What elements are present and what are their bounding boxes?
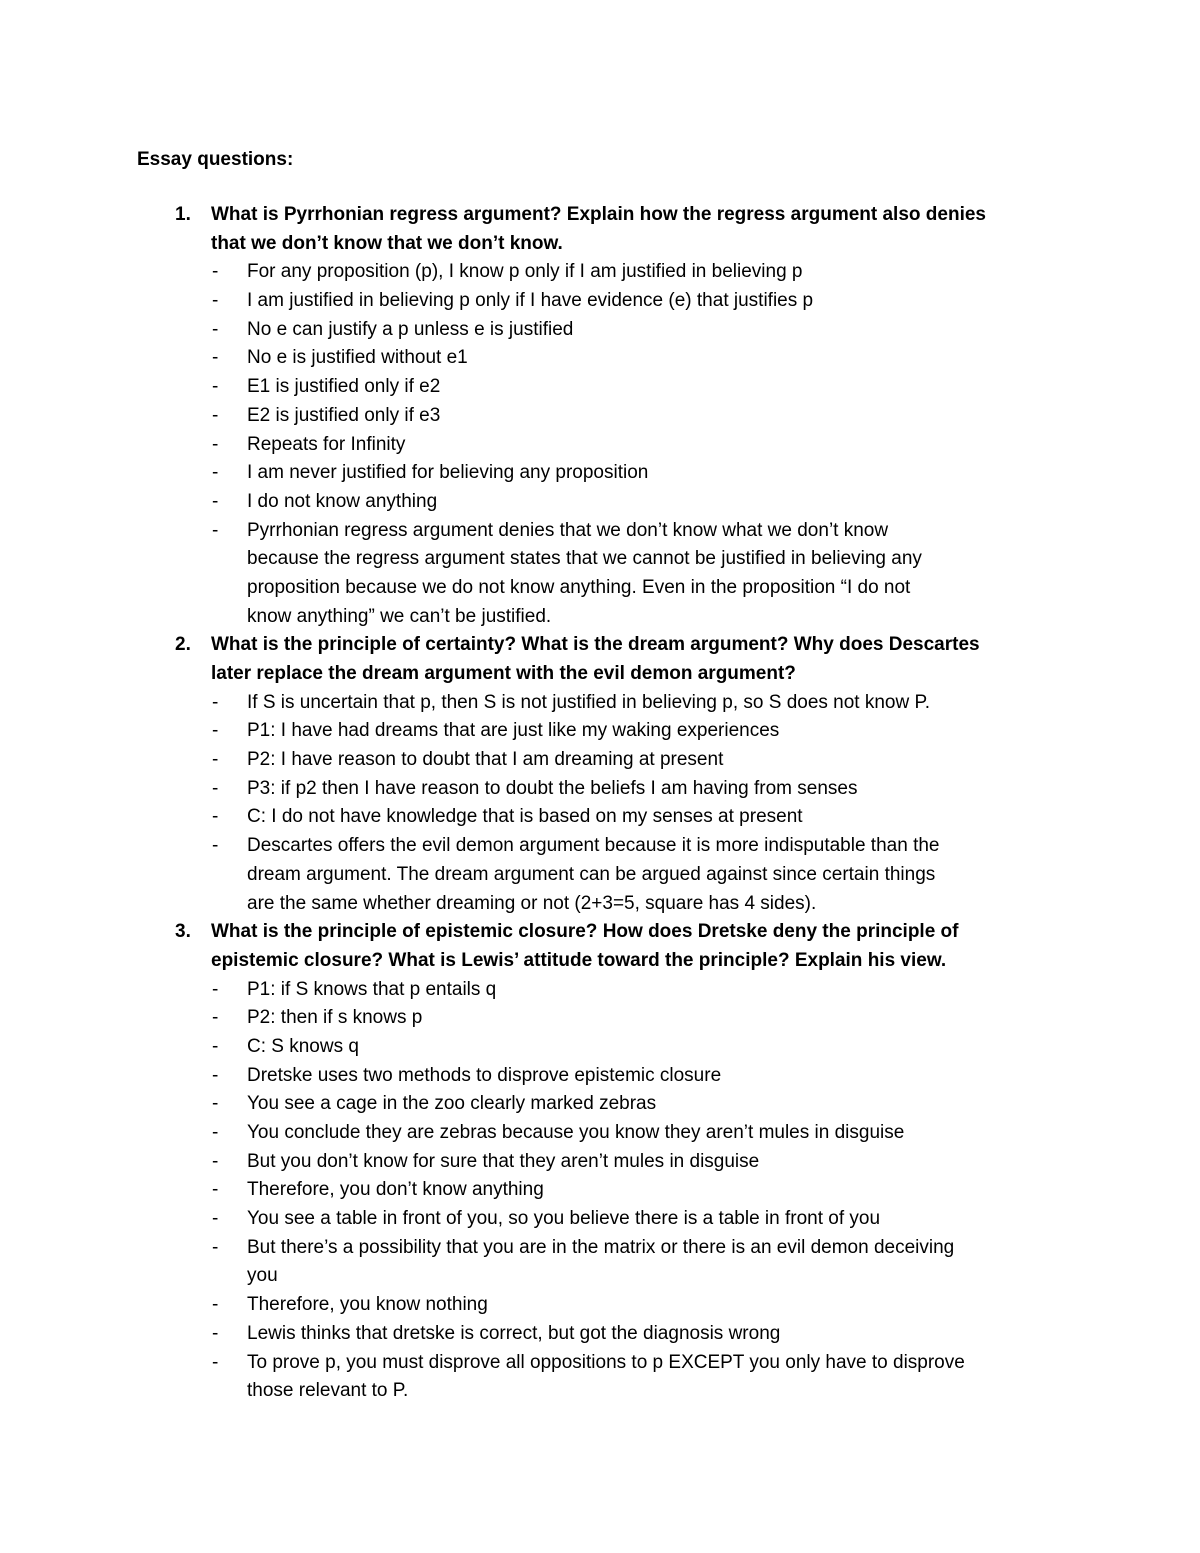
bullet-line [0,316,1200,345]
dash-bullet-icon: - [212,1179,219,1201]
dash-bullet-icon: - [212,318,219,340]
bullet-text: Dretske uses two methods to disprove epistemic closure [247,1064,722,1086]
bullet-text: those relevant to P. [247,1380,409,1402]
dash-bullet-icon: - [212,347,219,369]
answer-bullet [0,717,1200,746]
bullet-line [0,717,1200,746]
answer-bullet [0,803,1200,832]
bullet-line [0,488,1200,517]
dash-bullet-icon: - [212,261,219,283]
dash-bullet-icon: - [212,806,219,828]
bullet-line [0,803,1200,832]
bullet-line [0,1119,1200,1148]
bullet-text: You see a table in front of you, so you believe there is a table in front of you [247,1208,881,1230]
question-line [0,660,1200,689]
answer-bullet [0,1033,1200,1062]
dash-bullet-icon: - [212,462,219,484]
answer-bullet [0,746,1200,775]
bullet-text: because the regress argument states that we cannot be justified in believing any [247,548,922,570]
question-2 [0,631,1200,918]
bullet-text: You conclude they are zebras because you know they aren’t mules in disguise [247,1122,905,1143]
bullet-text: Descartes offers the evil demon argument because it is more indisputable than the [247,835,940,857]
dash-bullet-icon: - [212,835,219,857]
bullet-text: But you don’t know for sure that they aren’t mules in disguise [247,1150,760,1172]
answer-bullet [0,402,1200,431]
dash-bullet-icon: - [212,404,219,426]
question-list [0,201,1200,1406]
answer-bullet [0,316,1200,345]
bullet-text: I am justified in believing p only if I have evidence (e) that justifies p [247,290,814,312]
bullet-text: proposition because we do not know anything. Even in the proposition “I do not [247,576,911,598]
bullet-text: P3: if p2 then I have reason to doubt the beliefs I am having from senses [247,777,858,799]
answer-bullet [0,1291,1200,1320]
bullet-text: You see a cage in the zoo clearly marked zebras [247,1093,657,1115]
dash-bullet-icon: - [212,691,219,713]
bullet-text: E1 is justified only if e2 [247,376,441,398]
bullet-text: For any proposition (p), I know p only if I am justified in believing p [247,261,803,283]
bullet-line [0,775,1200,804]
answer-bullet [0,775,1200,804]
bullet-line [0,1004,1200,1033]
bullet-text: P1: I have had dreams that are just like my waking experiences [247,720,780,742]
bullet-text: Repeats for Infinity [247,433,406,455]
bullet-line [0,402,1200,431]
question-line [0,201,1200,230]
answer-bullet [0,431,1200,460]
question-line [0,230,1200,259]
answer-bullet [0,373,1200,402]
bullet-text: No e can justify a p unless e is justified [247,318,574,340]
bullet-line [0,1176,1200,1205]
bullet-text: P2: I have reason to doubt that I am dreaming at present [247,749,724,771]
bullet-line [0,976,1200,1005]
bullet-text: are the same whether dreaming or not (2+3=5, square has 4 sides). [247,892,817,914]
bullet-line [0,1062,1200,1091]
bullet-text: I am never justified for believing any proposition [247,462,649,484]
bullet-text: C: S knows q [247,1035,359,1057]
question-number: 3. [175,921,191,943]
dash-bullet-icon: - [212,1236,219,1258]
bullet-text: No e is justified without e1 [247,347,468,369]
dash-bullet-icon: - [212,749,219,771]
bullet-line [0,689,1200,718]
question-text: What is Pyrrhonian regress argument? Explain how the regress argument also denies [211,204,986,225]
dash-bullet-icon: - [212,777,219,799]
question-text: What is the principle of certainty? What is the dream argument? Why does Descartes [211,634,980,656]
dash-bullet-icon: - [212,290,219,312]
bullet-text: P1: if S knows that p entails q [247,978,497,1000]
dash-bullet-icon: - [212,1035,219,1057]
bullet-text: E2 is justified only if e3 [247,404,441,426]
bullet-line [0,1349,1200,1378]
bullet-line [0,1377,1200,1406]
bullet-line [0,344,1200,373]
bullet-line [0,1033,1200,1062]
dash-bullet-icon: - [212,720,219,742]
bullet-line [0,1148,1200,1177]
dash-bullet-icon: - [212,490,219,512]
dash-bullet-icon: - [212,519,219,541]
bullet-line [0,1291,1200,1320]
bullet-line [0,746,1200,775]
question-line [0,918,1200,947]
bullet-text: Therefore, you know nothing [247,1294,488,1316]
bullet-text: you [247,1265,278,1287]
bullet-line [0,1090,1200,1119]
answer-bullet [0,1349,1200,1406]
answer-bullet [0,287,1200,316]
dash-bullet-icon: - [212,1093,219,1115]
bullet-text: Lewis thinks that dretske is correct, but got the diagnosis wrong [247,1322,781,1344]
dash-bullet-icon: - [212,1351,219,1373]
bullet-line [0,832,1200,861]
answer-bullet [0,1090,1200,1119]
bullet-text: P2: then if s knows p [247,1007,423,1029]
dash-bullet-icon: - [212,1064,219,1086]
bullet-text: To prove p, you must disprove all oppositions to p EXCEPT you only have to disprove [247,1351,965,1373]
question-text: that we don’t know that we don’t know. [211,232,563,254]
dash-bullet-icon: - [212,1322,219,1344]
answer-bullet [0,1234,1200,1291]
answer-bullet [0,1205,1200,1234]
answer-bullet [0,1320,1200,1349]
bullet-line [0,459,1200,488]
dash-bullet-icon: - [212,1208,219,1230]
answer-bullet [0,1119,1200,1148]
bullet-text: dream argument. The dream argument can be argued against since certain things [247,863,936,885]
dash-bullet-icon: - [212,1122,219,1143]
question-text: epistemic closure? What is Lewis’ attitude toward the principle? Explain his view. [211,949,947,971]
answer-bullet [0,832,1200,918]
question-text: later replace the dream argument with the evil demon argument? [211,663,796,684]
dash-bullet-icon: - [212,1007,219,1029]
dash-bullet-icon: - [212,1294,219,1316]
question-number: 2. [175,634,191,656]
bullet-line [0,373,1200,402]
bullet-line [0,1320,1200,1349]
dash-bullet-icon: - [212,433,219,455]
bullet-line [0,574,1200,603]
answer-bullet [0,1004,1200,1033]
question-line [0,947,1200,976]
dash-bullet-icon: - [212,376,219,398]
answer-bullet [0,689,1200,718]
question-line [0,631,1200,660]
bullet-line [0,517,1200,546]
answer-bullet [0,1062,1200,1091]
bullet-line [0,1262,1200,1291]
bullet-line [0,258,1200,287]
answer-bullet [0,1148,1200,1177]
bullet-text: C: I do not have knowledge that is based on my senses at present [247,806,803,828]
bullet-line [0,545,1200,574]
bullet-text: But there’s a possibility that you are in the matrix or there is an evil demon deceiving [247,1236,955,1258]
dash-bullet-icon: - [212,978,219,1000]
bullet-line [0,1234,1200,1263]
question-3 [0,918,1200,1406]
dash-bullet-icon: - [212,1150,219,1172]
answer-bullet [0,517,1200,632]
answer-bullet [0,258,1200,287]
bullet-text: Pyrrhonian regress argument denies that we don’t know what we don’t know [247,519,889,541]
question-number: 1. [175,204,191,225]
answer-bullet [0,344,1200,373]
bullet-line [0,890,1200,919]
answer-bullet [0,1176,1200,1205]
answer-bullet [0,459,1200,488]
bullet-text: I do not know anything [247,490,438,512]
page-heading: Essay questions: [137,149,294,170]
answer-bullet [0,976,1200,1005]
bullet-text: know anything” we can’t be justified. [247,605,552,627]
bullet-text: If S is uncertain that p, then S is not justified in believing p, so S does not know P. [247,691,930,713]
answer-bullet [0,488,1200,517]
question-1 [0,201,1200,631]
bullet-line [0,287,1200,316]
bullet-line [0,861,1200,890]
bullet-text: Therefore, you don’t know anything [247,1179,544,1201]
bullet-line [0,603,1200,632]
bullet-line [0,1205,1200,1234]
bullet-line [0,431,1200,460]
question-text: What is the principle of epistemic closure? How does Dretske deny the principle of [211,921,959,943]
